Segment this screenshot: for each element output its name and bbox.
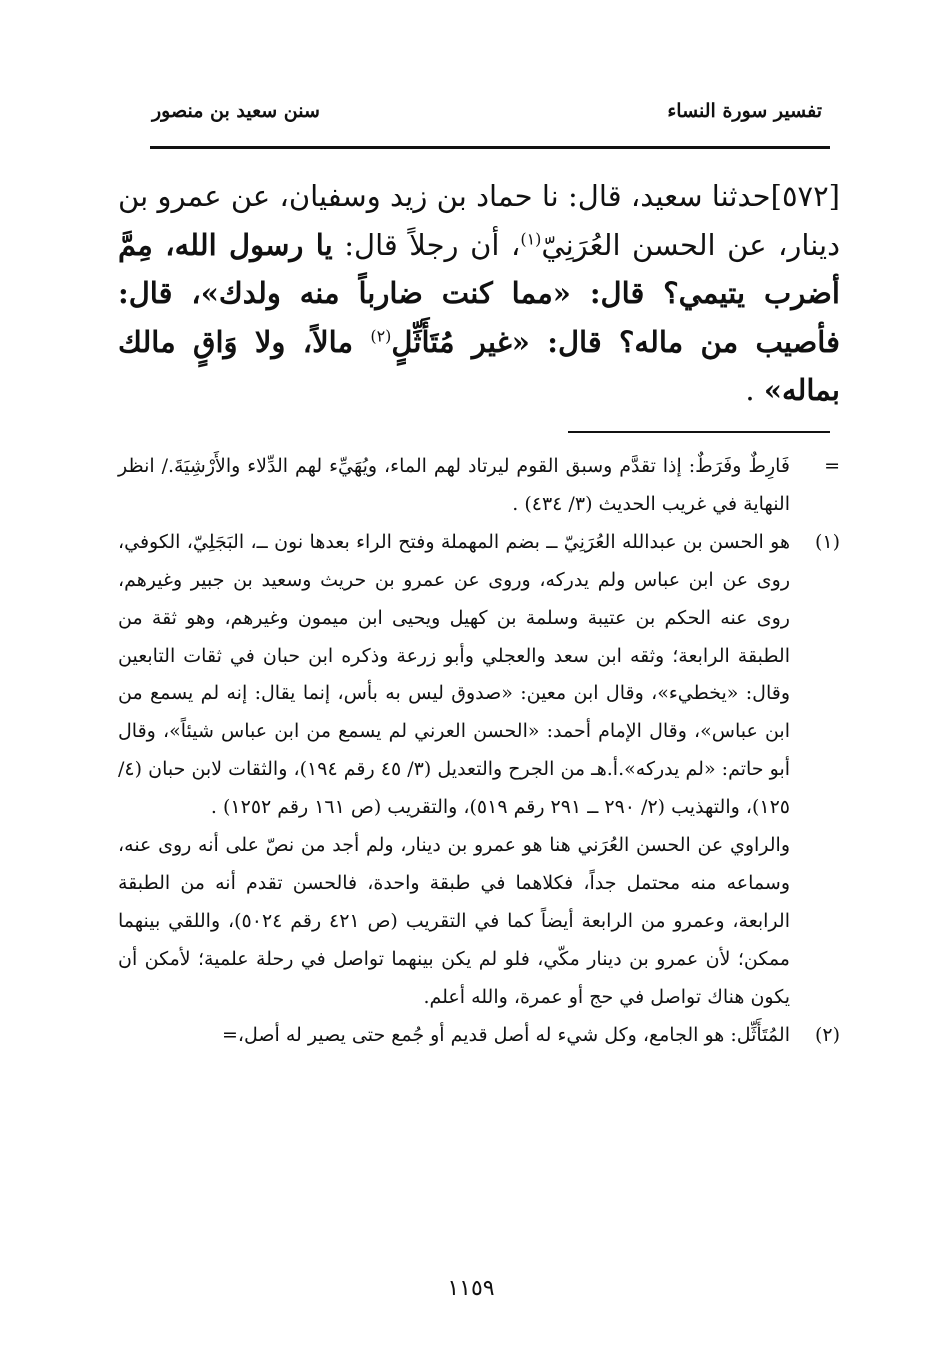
hadith-bold-question: يا رسول الله، مِمَّ أضرب يتيمي؟ قال: «مما كنت ضارباً منه ولدك»، قال: فأصيب من ماله؟ قال: «غير مُتَأَثِّلٍ: [118, 227, 840, 359]
header-surah-title: تفسير سورة النساء: [667, 100, 822, 122]
footnote-1-continuation: والراوي عن الحسن العُرَني هنا هو عمرو بن دينار، ولم أجد من نصّ على أنه روى عنه، وسماعه منه محتمل جداً، فكلاهما في طبقة واحدة، فالحسن تقدم أنه من الطبقة الرابعة، وعمرو من الرابعة أيضاً كما في التقريب (ص ٤٢١ رقم ٥٠٢٤)، واللقي بينهما ممكن؛ لأن عمرو بن دينار مكّي، فلو لم يكن بينهما تواصل في رحلة علمية؛ لأمكن أن يكون هناك تواصل في حج أو عمرة، والله أعلم.: [118, 834, 790, 1008]
footnote-ref-1: (١): [520, 228, 542, 248]
footnote-separator: [568, 431, 830, 433]
footnote-2-mark: (٢): [814, 1023, 840, 1046]
page-number: ١١٥٩: [447, 1276, 495, 1301]
hadith-number: [٥٧٢]: [770, 179, 840, 213]
hadith-end: .: [745, 373, 764, 407]
footnote-continuation-text: فَارِطٌ وفَرَطٌ: إذا تقدَّم وسبق القوم ليرتاد لهم الماء، ويُهَيِّء لهم الدِّلاء والأَرْشِيَةَ./ انظر النهاية في غريب الحديث (٣/ ٤٣٤) .: [118, 455, 790, 515]
footnote-continuation-mark: =: [824, 455, 840, 477]
footnote-1-mark: (١): [814, 530, 840, 553]
footnote-2-text: المُتَأَثِّل: هو الجامع، وكل شيء له أصل قديم أو جُمع حتى يصير له أصل،=: [221, 1023, 790, 1046]
hadith-intro: حدثنا سعيد، قال: نا حماد بن زيد وسفيان، عن عمرو بن دينار، عن الحسن العُرَنِيّ: [118, 179, 840, 262]
footnote-2: [118, 1017, 840, 1055]
footnotes: [118, 448, 840, 1055]
footnote-1-text: هو الحسن بن عبدالله العُرَنِيّ ــ بضم المهملة وفتح الراء بعدها نون ــ، البَجَلِيّ، الكوفي، روى عن ابن عباس ولم يدركه، وروى عن عمرو بن حريث وسعيد بن جبير وغيرهم، روى عنه الحكم بن عتيبة وسلمة بن كهيل ويحيى ابن ميمون وغيرهم، وهو ثقة من الطبقة الرابعة؛ وثقه ابن سعد والعجلي وأبو زرعة وذكره ابن حبان في ثقات التابعين وقال: «يخطيء»، وقال ابن معين: «صدوق ليس به بأس، إنما يقال: إنه لم يسمع من ابن عباس»، وقال الإمام أحمد: «الحسن العرني لم يسمع من ابن عباس شيئاً»، وقال أبو حاتم: «لم يدركه».أ.هـ من الجرح والتعديل (٣/ ٤٥ رقم ١٩٤)، والثقات لابن حبان (٤/ ١٢٥)، والتهذيب (٢/ ٢٩٠ ــ ٢٩١ رقم ٥١٩)، والتقريب (ص ١٦١ رقم ١٢٥٢) .: [118, 530, 791, 819]
running-header: [150, 88, 830, 148]
footnote-continuation: [118, 448, 840, 524]
footnote-ref-2: (٢): [370, 325, 392, 345]
hadith-mid: ، أن رجلاً قال:: [332, 227, 521, 262]
footnote-1: [118, 524, 840, 827]
hadith-text: [118, 172, 840, 415]
hadith-bold-end: مالاً، ولا وَاقٍ مالك بماله»: [118, 324, 840, 407]
header-rule: [150, 146, 830, 149]
header-book-title: سنن سعيد بن منصور: [152, 100, 320, 122]
